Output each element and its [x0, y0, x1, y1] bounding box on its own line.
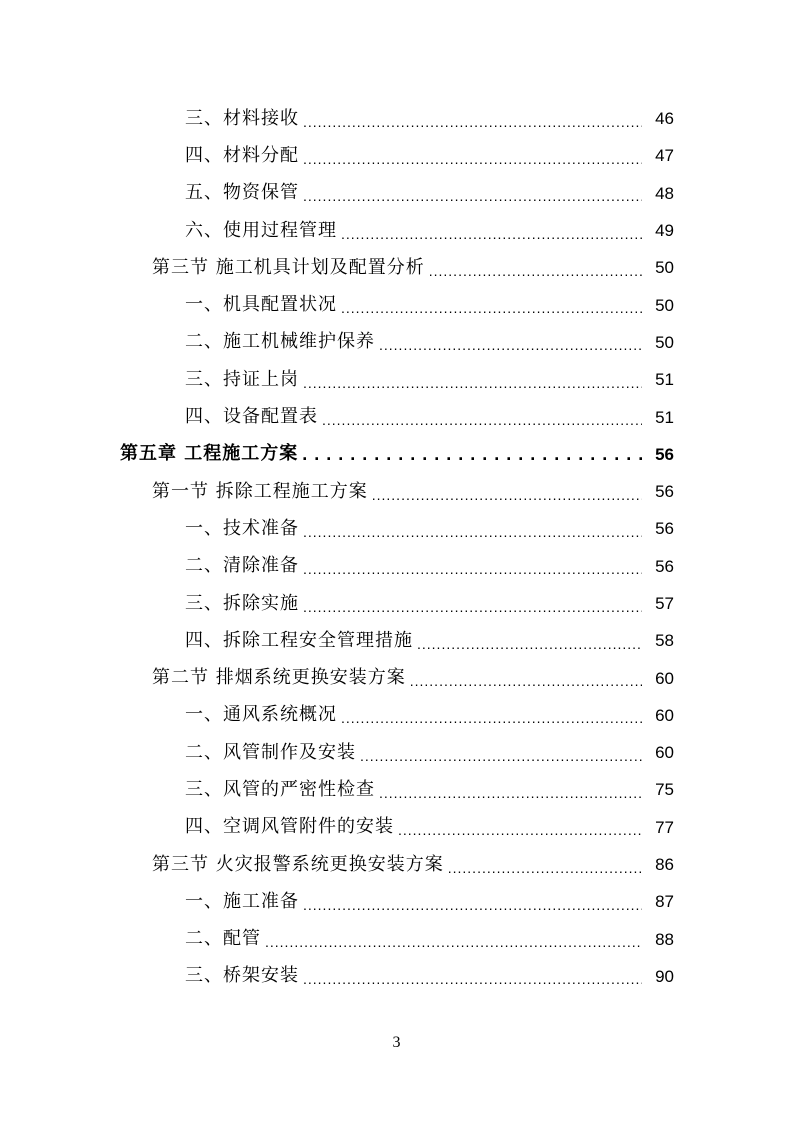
- toc-entry[interactable]: [0, 585, 793, 622]
- toc-entry-page: 57: [655, 594, 674, 613]
- toc-entry-page: 88: [655, 929, 674, 949]
- toc-entry-title: 一、施工准备: [185, 890, 299, 912]
- toc-entry[interactable]: [0, 398, 793, 435]
- toc-entry[interactable]: [0, 734, 793, 771]
- toc-entry[interactable]: [0, 100, 793, 137]
- toc-entry-page: 87: [655, 892, 674, 912]
- page-number: 3: [392, 1034, 401, 1051]
- toc-entry-page: 77: [655, 817, 674, 837]
- dot-leader: [303, 115, 642, 129]
- toc-entry[interactable]: [0, 212, 793, 249]
- dot-leader: [429, 264, 642, 278]
- dot-leader: [303, 189, 642, 203]
- toc-entry-page: 60: [655, 668, 674, 688]
- toc-entry-page: 90: [655, 966, 674, 986]
- table-of-contents: [0, 100, 793, 995]
- toc-entry[interactable]: [0, 883, 793, 920]
- dot-leader: [303, 898, 642, 912]
- dot-leader: [341, 711, 642, 725]
- toc-entry-title: 三、桥架安装: [185, 965, 299, 987]
- toc-entry-page: 58: [655, 631, 674, 651]
- toc-entry[interactable]: [0, 921, 793, 958]
- toc-entry-page: 50: [655, 258, 674, 278]
- dot-leader: [303, 972, 642, 986]
- dot-leader: [410, 674, 642, 688]
- dot-leader: [341, 301, 642, 315]
- dot-leader: [372, 488, 642, 502]
- dot-leader: [341, 227, 642, 241]
- toc-entry-page: 56: [655, 444, 674, 464]
- toc-entry[interactable]: [0, 436, 793, 473]
- toc-entry-title: 五、物资保管: [185, 182, 299, 204]
- toc-entry-title: 一、通风系统概况: [185, 704, 337, 726]
- toc-entry-title: 第二节 排烟系统更换安装方案: [152, 667, 406, 689]
- toc-entry-title: 三、持证上岗: [185, 368, 299, 390]
- toc-entry-title: 四、设备配置表: [185, 406, 318, 428]
- toc-entry[interactable]: [0, 286, 793, 323]
- toc-entry[interactable]: [0, 771, 793, 808]
- toc-entry[interactable]: [0, 137, 793, 174]
- dot-leader: [302, 445, 642, 463]
- toc-entry[interactable]: [0, 175, 793, 212]
- toc-entry-page: 86: [655, 855, 674, 875]
- dot-leader: [303, 562, 642, 576]
- toc-entry-title: 第三节 施工机具计划及配置分析: [152, 256, 425, 278]
- dot-leader: [398, 823, 642, 837]
- dot-leader: [303, 525, 642, 539]
- toc-entry[interactable]: [0, 846, 793, 883]
- toc-entry-title: 一、技术准备: [185, 517, 299, 539]
- dot-leader: [265, 935, 642, 949]
- toc-entry-page: 47: [655, 146, 674, 166]
- toc-entry-title: 二、清除准备: [185, 555, 299, 577]
- toc-entry-page: 60: [655, 705, 674, 725]
- toc-entry[interactable]: [0, 510, 793, 547]
- dot-leader: [303, 152, 642, 166]
- toc-entry-title: 四、拆除工程安全管理措施: [185, 629, 413, 651]
- toc-entry-title: 四、空调风管附件的安装: [185, 816, 394, 838]
- toc-entry-title: 二、风管制作及安装: [185, 741, 356, 763]
- toc-entry-title: 四、材料分配: [185, 144, 299, 166]
- toc-entry-page: 56: [655, 519, 674, 539]
- dot-leader: [379, 786, 642, 800]
- toc-entry[interactable]: [0, 697, 793, 734]
- toc-entry[interactable]: [0, 958, 793, 995]
- toc-entry[interactable]: [0, 659, 793, 696]
- toc-entry-page: 51: [655, 370, 674, 390]
- toc-entry-title: 第五章 工程施工方案: [120, 443, 299, 465]
- toc-entry-page: 51: [655, 407, 674, 427]
- toc-entry[interactable]: [0, 249, 793, 286]
- dot-leader: [303, 600, 642, 614]
- dot-leader: [322, 413, 642, 427]
- toc-entry-title: 三、风管的严密性检查: [185, 778, 375, 800]
- toc-entry-page: 60: [655, 743, 674, 763]
- toc-entry-title: 三、拆除实施: [185, 592, 299, 614]
- toc-entry-page: 48: [655, 183, 674, 203]
- dot-leader: [417, 637, 642, 651]
- toc-entry[interactable]: [0, 809, 793, 846]
- dot-leader: [303, 376, 642, 390]
- toc-entry-page: 49: [655, 221, 674, 241]
- toc-entry[interactable]: [0, 622, 793, 659]
- toc-entry[interactable]: [0, 473, 793, 510]
- dot-leader: [448, 861, 642, 875]
- toc-entry-title: 第三节 火灾报警系统更换安装方案: [152, 853, 444, 875]
- toc-entry-title: 一、机具配置状况: [185, 294, 337, 316]
- toc-entry-title: 三、材料接收: [185, 107, 299, 129]
- dot-leader: [360, 749, 642, 763]
- toc-entry-page: 50: [655, 332, 674, 352]
- toc-entry-title: 第一节 拆除工程施工方案: [152, 480, 368, 502]
- toc-entry-title: 二、配管: [185, 928, 261, 950]
- toc-entry[interactable]: [0, 324, 793, 361]
- toc-entry-page: 56: [655, 556, 674, 576]
- toc-entry-page: 50: [655, 295, 674, 315]
- toc-entry-page: 56: [655, 482, 674, 502]
- dot-leader: [379, 338, 642, 352]
- toc-entry-page: 75: [655, 780, 674, 800]
- toc-entry[interactable]: [0, 548, 793, 585]
- toc-entry[interactable]: [0, 361, 793, 398]
- toc-entry-page: 46: [655, 109, 674, 129]
- toc-entry-title: 六、使用过程管理: [185, 219, 337, 241]
- toc-entry-title: 二、施工机械维护保养: [185, 331, 375, 353]
